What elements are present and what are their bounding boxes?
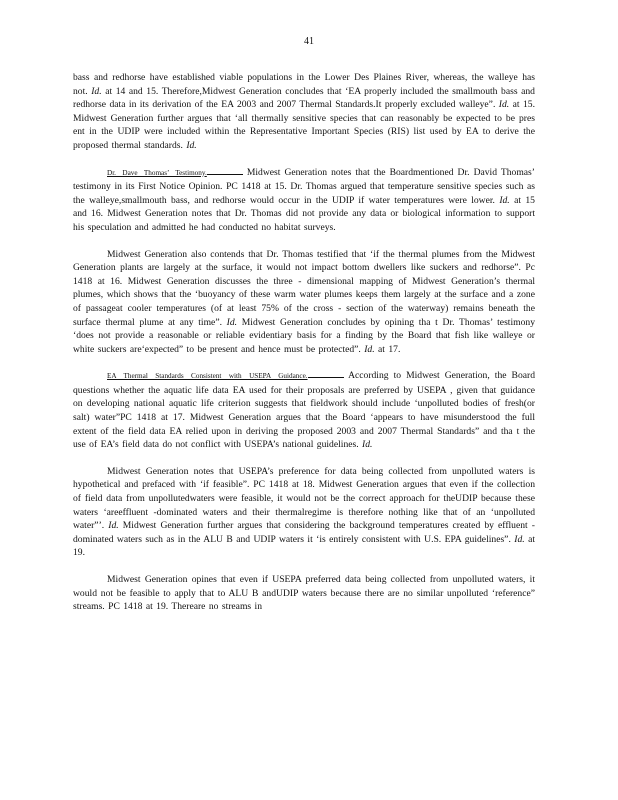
paragraph-1 [73, 71, 535, 153]
paragraph-3-text: Midwest Generation also contends that Dr. Thomas testified that ‘if the thermal plumes from the Midwest Generation plants are largely at the surface, it would not impact bottom dwellers like suckers and redhorse”. Pc 1418 at 16. Midwest Generation discusses the three - dimensional mapping of Midwest Generation’s thermal plumes, which shows that the ‘buoyancy of these warm water plumes keeps them largely at the surface and a zone of passageat cooler temperatures (of at least 75% of the cross - section of the waterway) remains beneath the surface thermal plume at any time”. Id. Midwest Generation concludes by opining tha t Dr. Thomas’ testimony ‘does not provide a reasonable or reliable evidentiary basis for a finding by the Board that fish like walleye or white suckers are‘expected” to be present and hence must be protected”. Id. at 17. [73, 248, 535, 355]
paragraph-6-text: Midwest Generation opines that even if USEPA preferred data being collected from unpolluted waters, it would not be feasible to apply that to ALU B andUDIP waters because there are no similar unpolluted ‘reference” streams. PC 1418 at 19. Thereare no streams in [73, 574, 535, 613]
paragraph-5-text: Midwest Generation notes that USEPA’s preference for data being collected from unpolluted waters is hypothetical and prefaced with ‘if feasible”. PC 1418 at 18. Midwest Generation argues that even if the collection of field data from unpollutedwaters were feasible, it would not be the correct approach for theUDIP because these waters ‘areeffluent -dominated waters and their thermalregime is therefore nothing like that of an ‘unpolluted water”’. Id. Midwest Generation further argues that considering the background temperatures created by effluent -dominated waters such as in the ALU B and UDIP waters it ‘is entirely consistent with U.S. EPA guidelines”. Id. at 19. [73, 465, 535, 559]
body-text [73, 71, 535, 627]
paragraph-4-text: According to Midwest Generation, the Board questions whether the aquatic life data EA used for their proposals are preferred by USEPA , given that guidance on developing national aquatic life criterion suggests that fieldwork should include ‘unpolluted bodies of fresh(or salt) water”PC 1418 at 17. Midwest Generation argues that the Board ‘appears to have misunderstood the full extent of the field data EA relied upon in deriving the proposed 2003 and 2007 Thermal Standards” and tha t the use of EA’s field data do not conflict with USEPA’s national guidelines. Id. [73, 370, 535, 451]
paragraph-1-text: bass and redhorse have established viable populations in the Lower Des Plaines River, whereas, the walleye has not. Id. at 14 and 15. Therefore,Midwest Generation concludes that ‘EA properly included the smallmouth bass and redhorse data in its derivation of the EA 2003 and 2007 Thermal Standards.It properly excluded walleye”. Id. at 15. Midwest Generation further argues that ‘all thermally sensitive species that can reasonably be expected to be pres ent in the UDIP were included within the Representative Important Species (RIS) list used by EA to derive the proposed thermal standards. Id. [73, 72, 535, 151]
section-heading-usepa-guidance: EA Thermal Standards Consistent with USEPA Guidance. [107, 372, 308, 381]
paragraph-4 [73, 369, 535, 452]
heading-underline-rule [207, 167, 243, 175]
page-number: 41 [304, 36, 314, 47]
paragraph-2 [73, 166, 535, 235]
paragraph-6 [73, 573, 535, 614]
paragraph-3 [73, 248, 535, 357]
section-heading-thomas-testimony: Dr. Dave Thomas’ Testimony. [107, 168, 207, 177]
heading-underline-rule [308, 370, 344, 378]
paragraph-5 [73, 465, 535, 560]
paragraph-2-text: Midwest Generation notes that the Boardmentioned Dr. David Thomas’ testimony in its First Notice Opinion. PC 1418 at 15. Dr. Thomas argued that temperature sensitive species such as the walleye,smallmouth bass, and redhorse would occur in the UDIP if water temperatures were lower. Id. at 15 and 16. Midwest Generation notes that Dr. Thomas did not provide any data or biological information to support his speculation and admitted he had conducted no habitat surveys. [73, 166, 535, 233]
